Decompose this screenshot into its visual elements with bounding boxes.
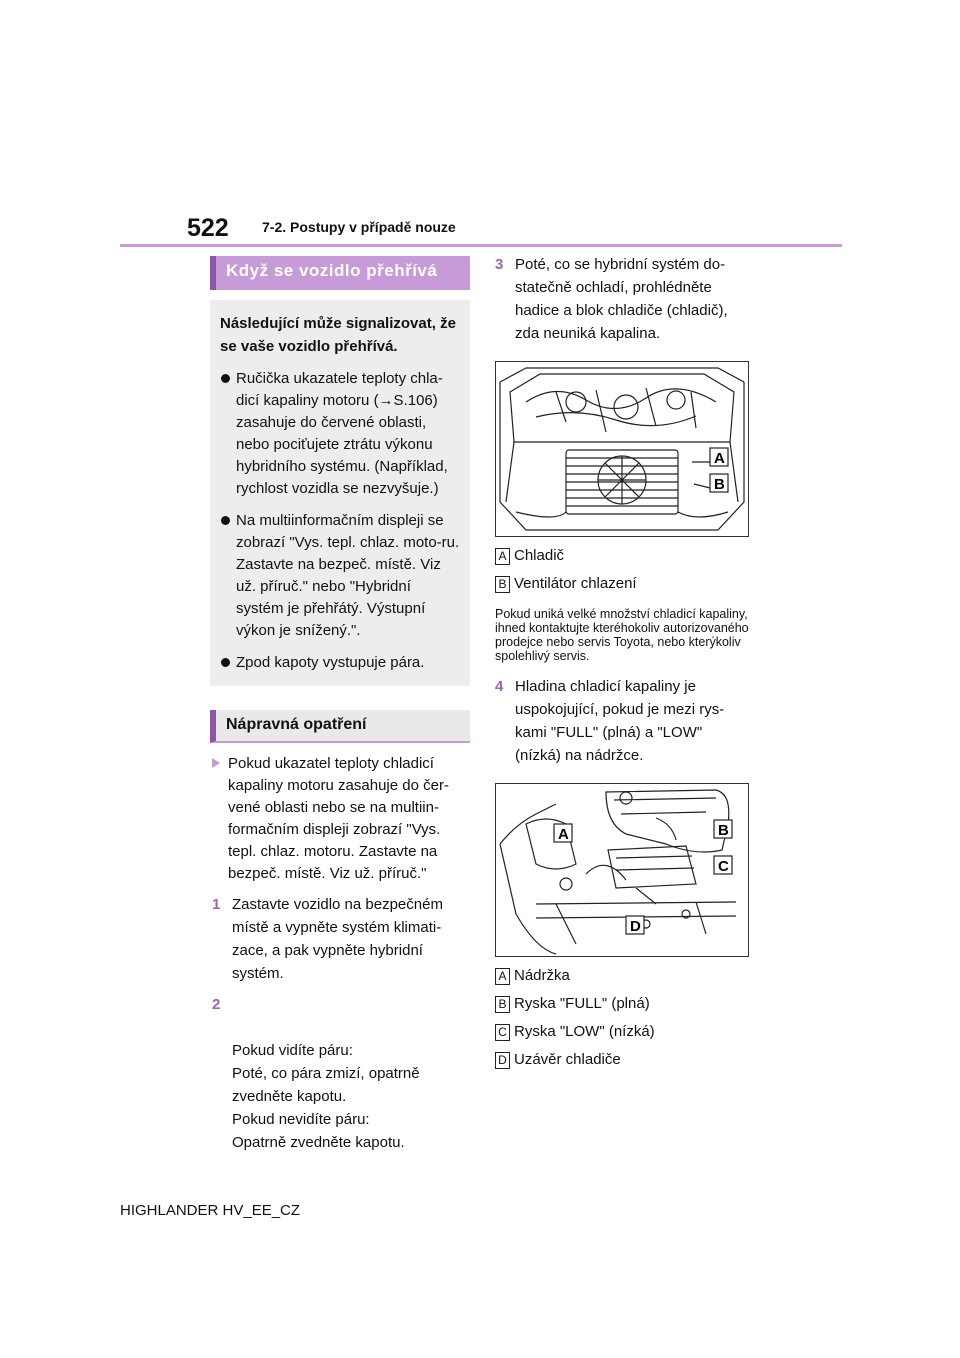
step-number: 4 — [495, 678, 504, 695]
legend-text: Uzávěr chladiče — [514, 1051, 621, 1068]
leak-note: Pokud uniká velké množství chladicí kapaliny, ihned kontaktujte kteréhokoliv autorizovaného prodejce nebo servis Toyota, nebo kterýkoliv spolehlivý servis. — [495, 607, 749, 663]
condition-text: Pokud ukazatel teploty chladicí kapaliny motoru zasahuje do čer-vené oblasti nebo se na multiin-formačním displeji zobrazí "Vys. tepl. chlaz. motoru. Zastavte na bezpeč. místě. Viz už. příruč." — [228, 755, 449, 882]
remedy-heading: Nápravná opatření — [210, 710, 470, 743]
section-title: 7-2. Postupy v případě nouze — [262, 219, 456, 235]
legend-radiator — [495, 547, 750, 565]
header-rule — [120, 244, 842, 247]
legend-text: Ryska "LOW" (nízká) — [514, 1023, 655, 1040]
signs-intro: Následující může signalizovat, že se vaše vozidlo přehřívá. — [220, 315, 456, 355]
engine-bay-figure — [495, 361, 749, 537]
arrow-icon — [212, 758, 220, 768]
legend-radiator-cap — [495, 1051, 750, 1069]
left-column — [210, 256, 470, 1154]
legend-tag: A — [495, 968, 510, 985]
legend-tag: B — [495, 996, 510, 1013]
legend-text: Ventilátor chlazení — [514, 575, 637, 592]
reservoir-figure — [495, 783, 749, 957]
legend-low-line — [495, 1023, 750, 1041]
callout-b: B — [714, 476, 725, 493]
legend-full-line — [495, 995, 750, 1013]
legend-text: Chladič — [514, 547, 565, 564]
legend-tag: A — [495, 548, 510, 565]
step-1 — [210, 893, 470, 985]
engine-bay-illustration — [496, 362, 748, 536]
overheat-box-title: Když se vozidlo přehřívá — [210, 256, 470, 290]
page-number: 522 — [187, 214, 229, 242]
legend-tag: C — [495, 1024, 510, 1041]
right-column — [495, 253, 750, 1069]
callout-c: C — [718, 858, 729, 875]
step-text: Pokud vidíte páru: Poté, co pára zmizí, opatrně zvedněte kapotu. Pokud nevidíte páru: Opatrně zvedněte kapotu. — [232, 1042, 420, 1151]
sign-item: Ručička ukazatele teploty chla-dicí kapaliny motoru (→S.106) zasahuje do červené oblasti, nebo pociťujete ztrátu výkonu hybridního systému. (Například, rychlost vozidla se nezvyšuje.) — [220, 368, 460, 500]
callout-a: A — [714, 450, 725, 467]
step-number: 1 — [212, 896, 221, 913]
legend-text: Nádržka — [514, 967, 570, 984]
step-text: Zastavte vozidlo na bezpečném místě a vypněte systém klimati-zace, a pak vypněte hybridní systém. — [232, 896, 443, 982]
reservoir-illustration — [496, 784, 748, 956]
legend-fan — [495, 575, 750, 593]
step-3 — [495, 253, 750, 345]
sign-item: Zpod kapoty vystupuje pára. — [220, 652, 460, 674]
condition-item — [210, 753, 470, 885]
overheat-signs-box — [210, 300, 470, 686]
step-text: Hladina chladicí kapaliny je uspokojující, pokud je mezi rys-kami "FULL" (plná) a "LOW" (nízká) na nádržce. — [515, 678, 725, 764]
footer-model-code: HIGHLANDER HV_EE_CZ — [120, 1202, 301, 1219]
sign-item: Na multiinformačním displeji se zobrazí "Vys. tepl. chlaz. moto-ru. Zastavte na bezpeč. místě. Viz už. příruč." nebo "Hybridní systém je přehřátý. Výstupní výkon je snížený.". — [220, 510, 460, 642]
step-text: Poté, co se hybridní systém do-statečně ochladí, prohlédněte hadice a blok chladiče (chladič), zda neuniká kapalina. — [515, 256, 728, 342]
callout-a: A — [558, 826, 569, 843]
legend-tag: B — [495, 576, 510, 593]
step-number: 3 — [495, 256, 504, 273]
legend-reservoir — [495, 967, 750, 985]
step-2 — [210, 993, 470, 1154]
step-4 — [495, 675, 750, 767]
legend-text: Ryska "FULL" (plná) — [514, 995, 650, 1012]
callout-d: D — [630, 918, 641, 935]
legend-tag: D — [495, 1052, 510, 1069]
callout-b: B — [718, 822, 729, 839]
step-number: 2 — [212, 996, 221, 1013]
